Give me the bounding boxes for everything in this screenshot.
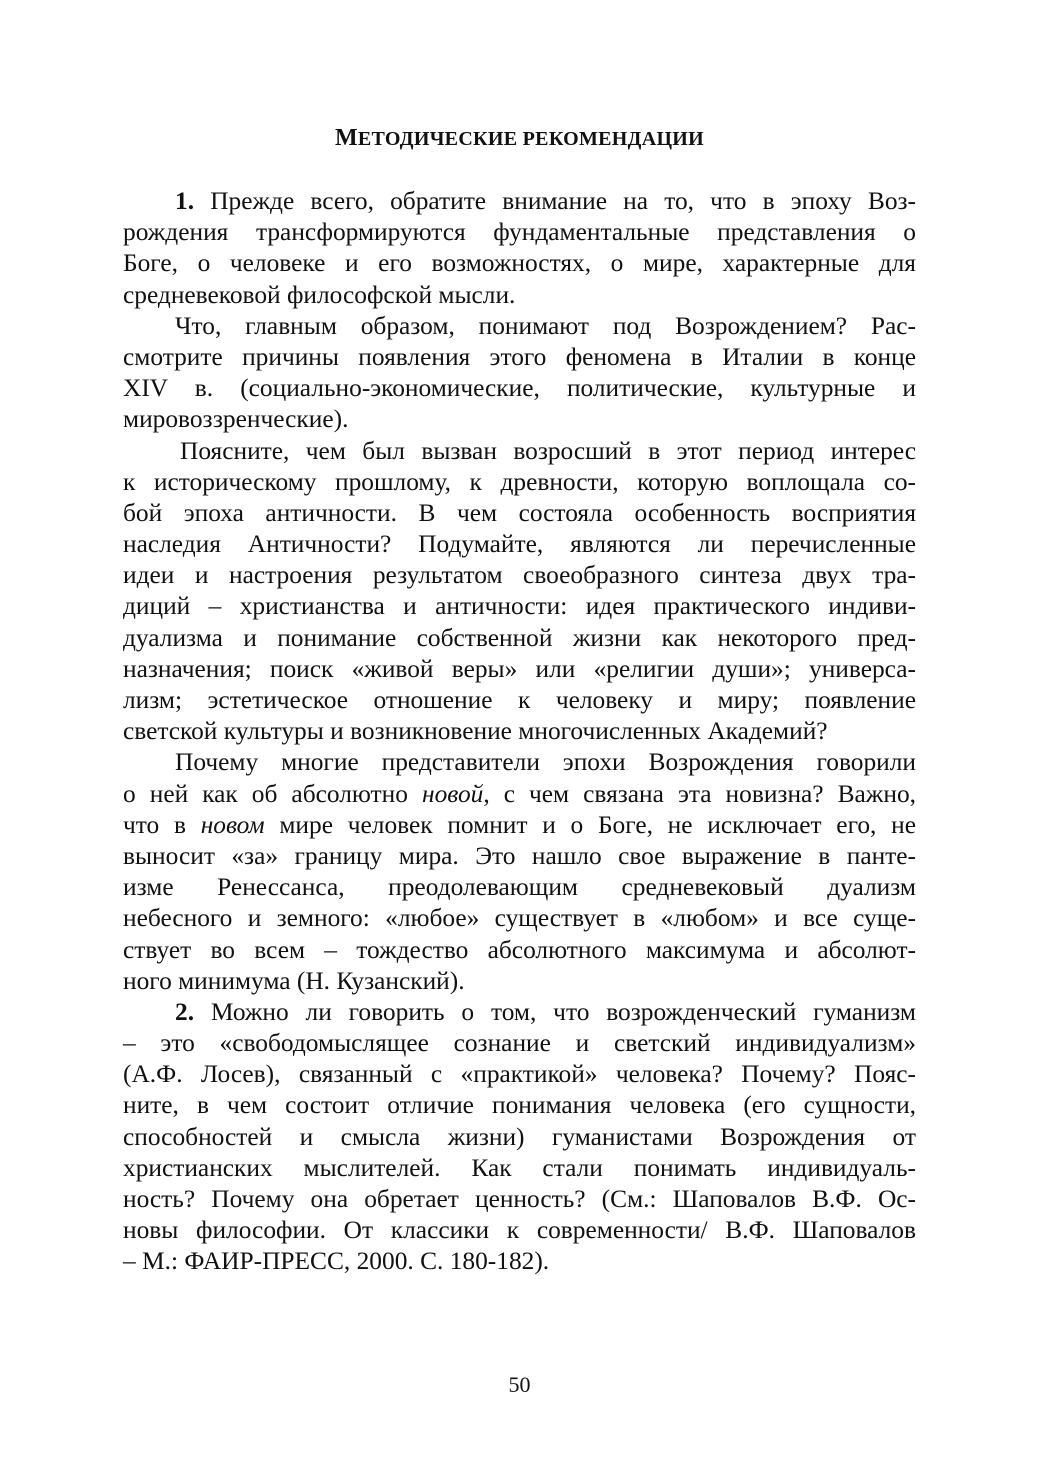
text-line: – М.: ФАИР-ПРЕСС, 2000. С. 180-182). xyxy=(123,1247,550,1276)
text-line: христианских мыслителей. Как стали понимать индивидуаль- xyxy=(123,1153,916,1182)
emphasis-text: новом xyxy=(200,810,265,839)
text-line: 1. Прежде всего, обратите внимание на то, что в эпоху Воз- xyxy=(175,187,916,215)
text-line: рождения трансформируются фундаментальные представления о xyxy=(123,218,916,247)
text-line: (А.Ф. Лосев), связанный с «практикой» человека? Почему? Пояс- xyxy=(123,1060,916,1089)
item-number: 2. xyxy=(175,997,195,1026)
text-line: – это «свободомыслящее сознание и светский индивидуализм» xyxy=(123,1029,916,1058)
text-line: небесного и земного: «любое» существует в «любом» и все суще- xyxy=(123,904,916,933)
text-line: ните, в чем состоит отличие понимания человека (его сущности, xyxy=(123,1091,916,1120)
text-line: выносит «за» границу мира. Это нашло свое выражение в панте- xyxy=(123,841,916,870)
text-line: диций – христианства и античности: идея практического индиви- xyxy=(123,592,916,621)
text-line: дуализма и понимание собственной жизни как некоторого пред- xyxy=(123,623,916,652)
text-line: средневековой философской мысли. xyxy=(123,280,516,309)
text-line: ность? Почему она обретает ценность? (См.: Шаповалов В.Ф. Ос- xyxy=(123,1185,916,1213)
text-line: о ней как об абсолютно новой, с чем связана эта новизна? Важно, xyxy=(123,779,916,808)
text-line: Поясните, чем был вызван возросший в этот период интерес xyxy=(180,436,916,465)
text-line: что в новом мире человек помнит и о Боге, не исключает его, не xyxy=(123,810,916,839)
text-line: ствует во всем – тождество абсолютного максимума и абсолют- xyxy=(123,935,916,964)
text-line: наследия Античности? Подумайте, являются ли перечисленные xyxy=(123,530,916,559)
paragraph-4 xyxy=(123,747,916,997)
text-line: Боге, о человеке и его возможностях, о мире, характерные для xyxy=(123,249,916,278)
body-text xyxy=(123,186,916,1278)
text-line: идеи и настроения результатом своеобразного синтеза двух тра- xyxy=(123,561,916,590)
text-line: 2. Можно ли говорить о том, что возрожденческий гуманизм xyxy=(175,997,916,1026)
text-line: Что, главным образом, понимают под Возрождением? Рас- xyxy=(175,311,916,340)
text-line: способностей и смысла жизни) гуманистами Возрождения от xyxy=(123,1122,916,1151)
page-number: 50 xyxy=(508,1372,531,1397)
paragraph-1 xyxy=(123,186,916,311)
text-line: XIV в. (социально-экономические, политические, культурные и xyxy=(123,374,916,403)
paragraph-2 xyxy=(123,311,916,436)
heading-rest: ЕТОДИЧЕСКИЕ РЕКОМЕНДАЦИИ xyxy=(357,128,705,150)
text-line: смотрите причины появления этого феномена в Италии в конце xyxy=(123,342,916,371)
text-line: к историческому прошлому, к древности, которую воплощала со- xyxy=(123,467,916,496)
text-line: ного минимума (Н. Кузанский). xyxy=(123,966,465,995)
heading-initial: М xyxy=(334,125,358,151)
paragraph-3 xyxy=(123,436,916,748)
text-line: лизм; эстетическое отношение к человеку и миру; появление xyxy=(123,686,916,714)
emphasis-text: новой xyxy=(421,779,484,808)
section-heading xyxy=(0,125,1039,152)
text-line: светской культуры и возникновение многочисленных Академий? xyxy=(123,717,828,746)
text-line: новы философии. От классики к современности/ В.Ф. Шаповалов xyxy=(123,1216,916,1245)
text-line: изме Ренессанса, преодолевающим средневековый дуализм xyxy=(123,873,916,902)
item-number: 1. xyxy=(175,187,195,215)
text-line: назначения; поиск «живой веры» или «религии души»; универса- xyxy=(123,654,916,683)
text-line: Почему многие представители эпохи Возрождения говорили xyxy=(175,748,916,777)
text-line: мировоззренческие). xyxy=(123,405,349,434)
paragraph-5 xyxy=(123,997,916,1278)
text-line: бой эпоха античности. В чем состояла особенность восприятия xyxy=(123,498,916,527)
